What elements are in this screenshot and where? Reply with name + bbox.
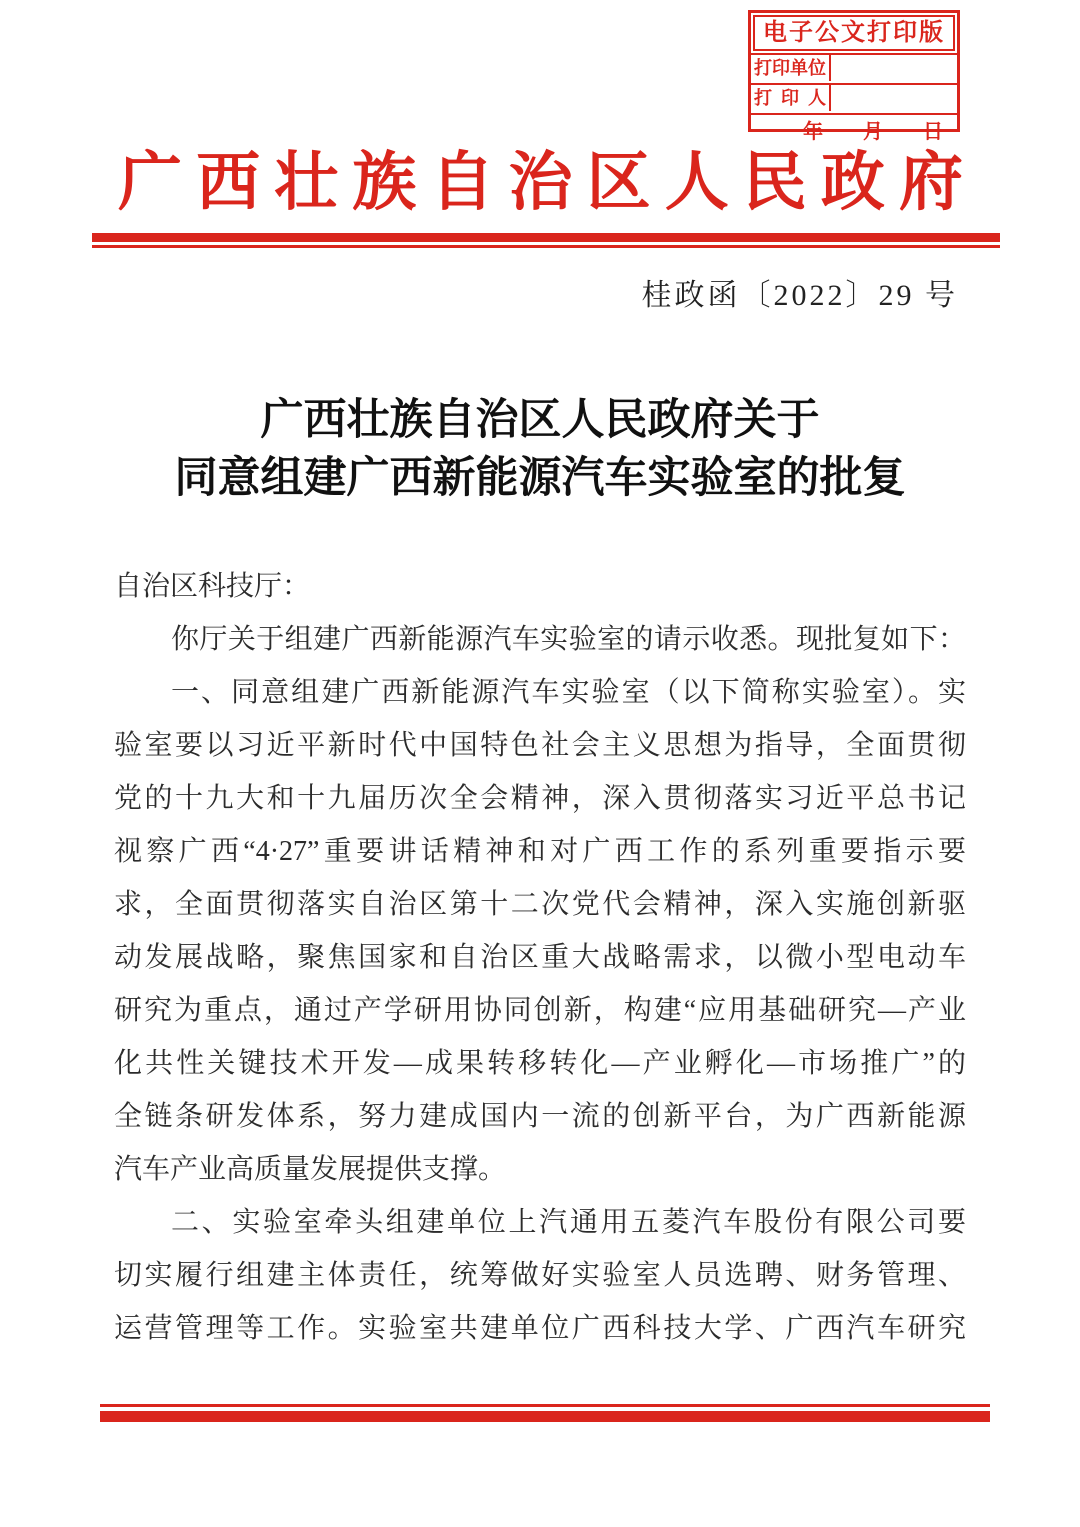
- footer-thin-bar: [100, 1404, 990, 1407]
- print-unit-value: [831, 55, 957, 81]
- body-line: 动发展战略，聚焦国家和自治区重大战略需求，以微小型电动车: [114, 942, 966, 973]
- doc-title: [0, 392, 1080, 508]
- doc-number: 桂政函〔2022〕29 号: [641, 279, 958, 312]
- doc-title-line1: 广西壮族自治区人民政府关于: [260, 397, 820, 444]
- date-month-label: 月: [863, 121, 883, 143]
- printer-label: 打印人: [751, 85, 831, 111]
- body-line: 化共性关键技术开发—成果转移转化—产业孵化—市场推广”的: [114, 1048, 966, 1079]
- body-text: [114, 560, 966, 1355]
- body-line: 运营管理等工作。实验室共建单位广西科技大学、广西汽车研究: [114, 1313, 966, 1344]
- divider-thin-bar: [92, 245, 1000, 248]
- body-line: 全链条研发体系，努力建成国内一流的创新平台，为广西新能源: [114, 1101, 966, 1132]
- print-unit-label: 打印单位: [751, 55, 831, 81]
- footer-divider: [100, 1404, 990, 1422]
- body-line: 汽车产业高质量发展提供支撑。: [114, 1154, 507, 1185]
- masthead-title: 广西壮族自治区人民政府: [118, 147, 963, 218]
- printer-value: [831, 85, 957, 111]
- body-line: 研究为重点，通过产学研用协同创新，构建“应用基础研究—产业: [114, 995, 966, 1026]
- stamp-row-printer: [751, 83, 957, 111]
- body-line: 视察广西“4·27”重要讲话精神和对广西工作的系列重要指示要: [114, 836, 966, 867]
- doc-title-line2: 同意组建广西新能源汽车实验室的批复: [174, 455, 906, 502]
- divider-thick-bar: [92, 233, 1000, 242]
- stamp-title: 电子公文打印版: [753, 15, 955, 51]
- masthead-divider: [92, 233, 1000, 248]
- print-stamp-box: [748, 10, 960, 143]
- body-line: 验室要以习近平新时代中国特色社会主义思想为指导，全面贯彻: [114, 730, 966, 761]
- body-line: 自治区科技厅：: [114, 571, 311, 602]
- date-year-label: 年: [803, 121, 823, 143]
- date-day-label: 日: [923, 121, 943, 143]
- stamp-row-print-unit: [751, 53, 957, 81]
- footer-thick-bar: [100, 1411, 990, 1422]
- body-line: 二、实验室牵头组建单位上汽通用五菱汽车股份有限公司要: [171, 1207, 966, 1238]
- body-line: 一、同意组建广西新能源汽车实验室（以下简称实验室）。实: [171, 677, 966, 708]
- body-line: 求，全面贯彻落实自治区第十二次党代会精神，深入实施创新驱: [114, 889, 966, 920]
- body-line: 切实履行组建主体责任，统筹做好实验室人员选聘、财务管理、: [114, 1260, 966, 1291]
- stamp-date-row: [751, 113, 957, 144]
- body-line: 你厅关于组建广西新能源汽车实验室的请示收悉。现批复如下：: [171, 624, 966, 655]
- body-line: 党的十九大和十九届历次全会精神，深入贯彻落实习近平总书记: [114, 783, 966, 814]
